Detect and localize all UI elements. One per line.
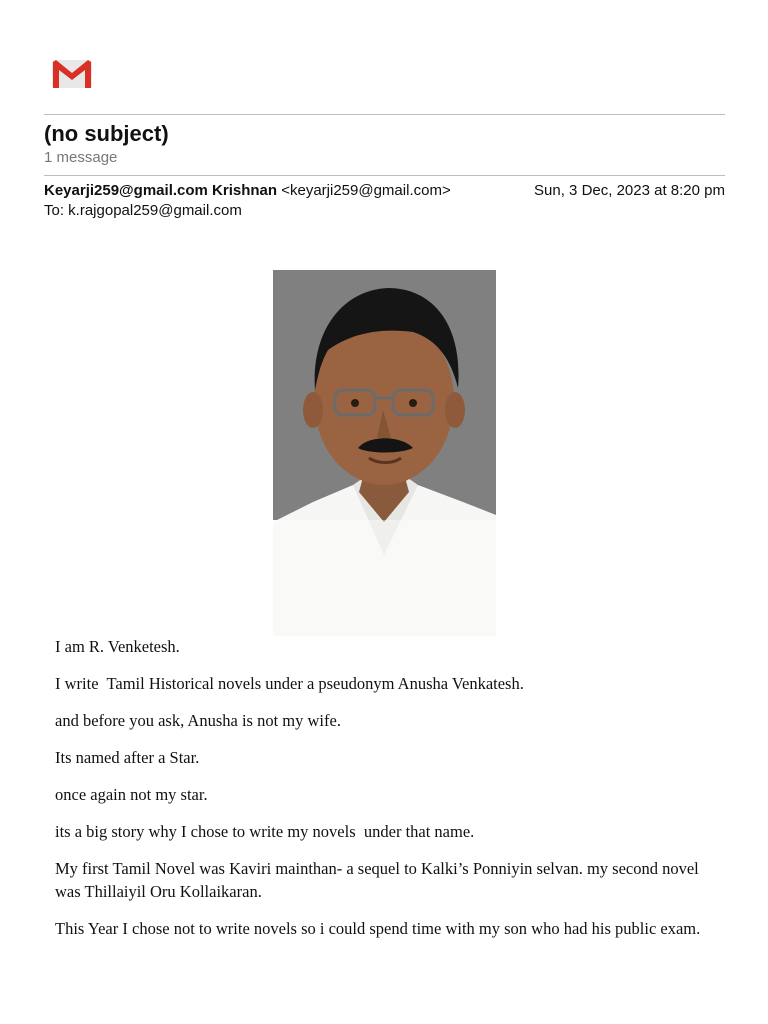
message-count: 1 message <box>44 149 118 166</box>
body-paragraph: once again not my star. <box>55 785 208 804</box>
body-paragraph: its a big story why I chose to write my novels under that name. <box>55 822 475 841</box>
body-paragraph: This Year I chose not to write novels so i could spend time with my son who had his public exam. <box>55 919 701 938</box>
sender-line <box>44 182 451 199</box>
body-paragraph: and before you ask, Anusha is not my wife. <box>55 711 341 730</box>
body-paragraph: I am R. Venketesh. <box>55 637 180 656</box>
body-paragraph: Its named after a Star. <box>55 748 200 767</box>
email-subject: (no subject) <box>44 121 169 146</box>
body-paragraph: I write Tamil Historical novels under a pseudonym Anusha Venkatesh. <box>55 674 524 693</box>
sender-name: Keyarji259@gmail.com Krishnan <box>44 182 278 199</box>
header-divider <box>44 114 725 115</box>
sent-date: Sun, 3 Dec, 2023 at 8:20 pm <box>534 182 725 199</box>
sender-address[interactable]: <keyarji259@gmail.com> <box>281 182 451 199</box>
email-body <box>55 635 715 954</box>
recipient-line: To: k.rajgopal259@gmail.com <box>44 202 242 219</box>
body-paragraph: My first Tamil Novel was Kaviri mainthan- a sequel to Kalki’s Ponniyin selvan. my second novel was Thillaiyil Oru Kollaikaran. <box>55 859 703 901</box>
portrait-photo <box>273 270 496 636</box>
subject-divider <box>44 175 725 176</box>
gmail-logo-icon <box>51 58 93 90</box>
